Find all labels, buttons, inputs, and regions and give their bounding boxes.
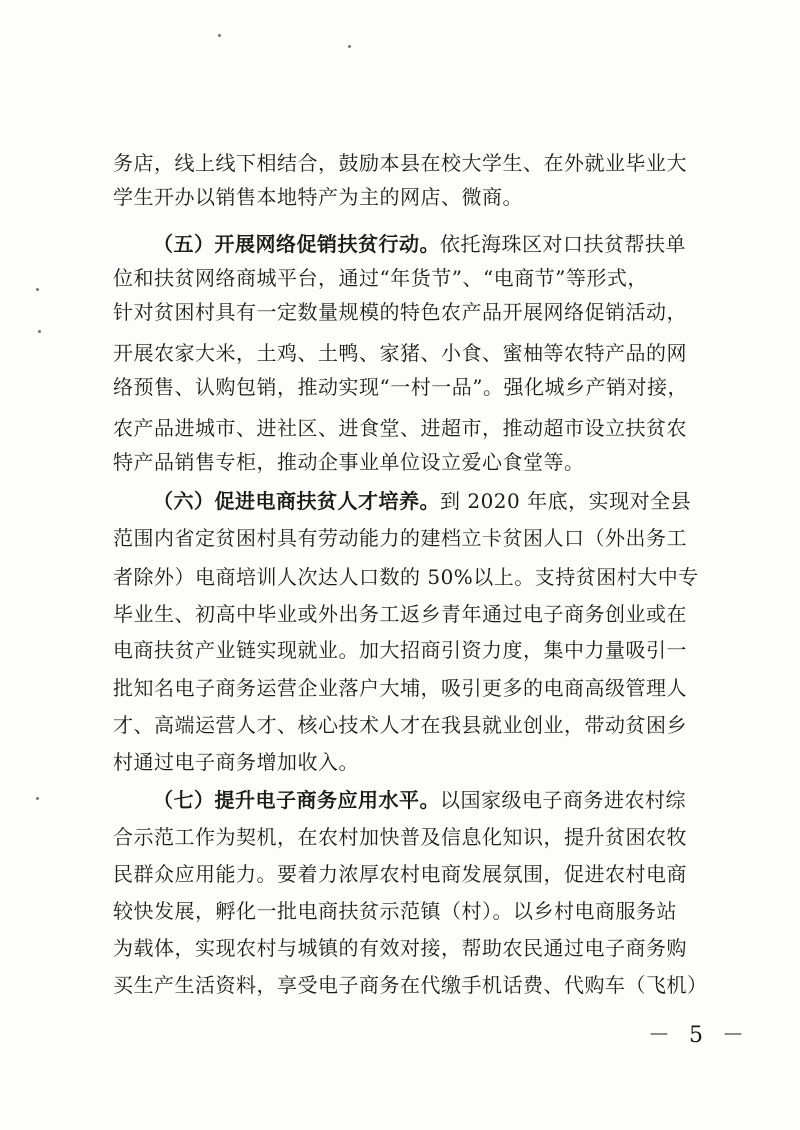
scan-speck: [36, 797, 39, 800]
text-line: 学生开办以销售本地特产为主的网店、微商。: [113, 185, 523, 209]
scan-speck: [38, 330, 41, 333]
text-line: 为载体，实现农村与城镇的有效对接，帮助农民通过电子商务购: [113, 936, 687, 960]
text-line: 批知名电子商务运营企业落户大埔，吸引更多的电商高级管理人: [113, 676, 687, 700]
text-run: 依托海珠区对口扶贫帮扶单: [440, 232, 686, 256]
section-heading: （六）促进电商扶贫人才培养。: [153, 489, 440, 513]
scan-speck: [348, 45, 351, 48]
text-line: 才、高端运营人才、核心技术人才在我县就业创业，带动贫困乡: [113, 713, 687, 737]
text-line: 开展农家大米，土鸡、土鸭、家猪、小食、蜜柚等农特产品的网: [113, 341, 687, 365]
text-line: 针对贫困村具有一定数量规模的特色农产品开展网络促销活动，: [113, 300, 687, 324]
text-line: 农产品进城市、进社区、进食堂、进超市，推动超市设立扶贫农: [113, 416, 687, 440]
text-line: 者除外）电商培训人次达人口数的 50%以上。支持贫困村大中专: [113, 565, 699, 589]
section-heading: （七）提升电子商务应用水平。: [153, 788, 440, 812]
text-line: 络预售、认购包销，推动实现“一村一品”。强化城乡产销对接，: [113, 375, 688, 399]
text-run: 以国家级电子商务进农村综: [440, 788, 686, 812]
text-line: 合示范工作为契机，在农村加快普及信息化知识，提升贫困农牧: [113, 825, 687, 849]
scan-speck: [36, 288, 39, 291]
section-heading-line: [153, 227, 713, 261]
text-run: 到 2020 年底，实现对全县: [440, 489, 692, 513]
text-line: 电商扶贫产业链实现就业。加大招商引资力度，集中力量吸引一: [113, 638, 687, 662]
text-line: 民群众应用能力。要着力浓厚农村电商发展氛围，促进农村电商: [113, 862, 687, 886]
text-line: 毕业生、初高中毕业或外出务工返乡青年通过电子商务创业或在: [113, 602, 687, 626]
section-heading-line: [153, 783, 713, 817]
text-line: 村通过电子商务增加收入。: [113, 750, 359, 774]
text-line: 范围内省定贫困村具有劳动能力的建档立卡贫困人口（外出务工: [113, 526, 687, 550]
text-line: 位和扶贫网络商城平台，通过“年货节”、“电商节”等形式，: [113, 266, 648, 290]
scan-speck: [218, 34, 221, 37]
text-line: 较快发展，孵化一批电商扶贫示范镇（村）。以乡村电商服务站: [113, 899, 677, 923]
text-line: 务店，线上线下相结合，鼓励本县在校大学生、在外就业毕业大: [113, 151, 687, 175]
section-heading: （五）开展网络促销扶贫行动。: [153, 232, 440, 256]
text-line: 买生产生活资料，享受电子商务在代缴手机话费、代购车（飞机）: [113, 973, 708, 997]
section-heading-line: [153, 484, 713, 518]
text-line: 特产品销售专柜，推动企事业单位设立爱心食堂等。: [113, 450, 585, 474]
page-number: － 5 －: [648, 1023, 750, 1048]
